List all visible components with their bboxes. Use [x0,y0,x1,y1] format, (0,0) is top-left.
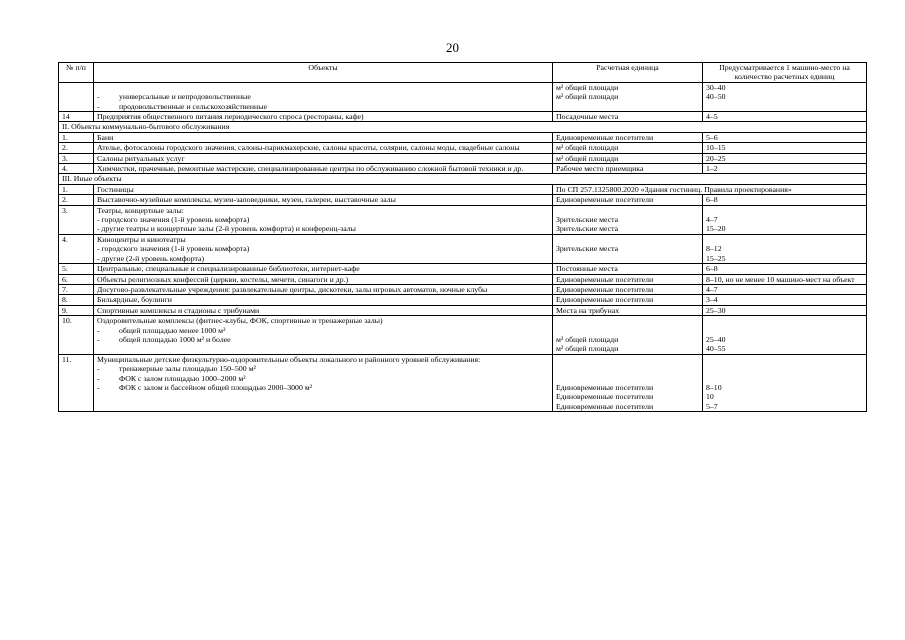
object-cell: Бани [94,132,553,142]
table-row [59,284,867,294]
row-number: 1. [59,132,94,142]
row-number: 3. [59,153,94,163]
subitem-label: общей площадью менее 1000 м² [119,325,226,335]
table-row [59,132,867,142]
unit-cell: Единовременные посетители [553,274,703,284]
table-row [59,143,867,153]
row-number: 1. [59,184,94,194]
value-cell: 40–50 [706,92,726,102]
unit-cell: Единовременные посетители [553,195,703,205]
object-cell: Гостиницы [94,184,553,194]
row-number: 2. [59,143,94,153]
value-cell: 10 [706,392,714,402]
unit-cell: Единовременные посетители [553,284,703,294]
table-row [59,153,867,163]
row-number: 10. [59,316,94,355]
value-cell: 15–25 [706,253,726,263]
value-cell: 20–25 [703,153,867,163]
row-number: 5. [59,264,94,274]
table-row [59,164,867,174]
unit-cell: Единовременные посетители [556,382,654,392]
table-header-row [59,63,867,83]
subitem-label: универсальные и непродовольственные [119,92,251,102]
value-cell: 8–12 [706,244,722,254]
unit-cell: м² общей площади [556,92,619,102]
row-number: 4. [59,164,94,174]
value-cell: 5–7 [706,401,718,411]
unit-cell: Зрительские места [556,215,619,225]
table-row [59,195,867,205]
unit-cell: м² общей площади [556,334,619,344]
object-cell: Киноцентры и кинотеатры [97,234,186,244]
value-cell: 8–10 [706,382,722,392]
value-cell: 4–5 [703,112,867,122]
value-cell: 5–6 [703,132,867,142]
object-cell: Спортивные комплексы и стадионы с трибунами [94,305,553,315]
subitem-label: общей площадью 1000 м² и более [119,334,231,344]
row-number: 7. [59,284,94,294]
table-row [59,205,867,234]
value-cell: 40–55 [706,344,726,354]
object-cell: Выставочно-музейные комплексы, музеи-заповедники, музеи, галереи, выставочные залы [94,195,553,205]
object-cell: Предприятия общественного питания периодического спроса (рестораны, кафе) [94,112,553,122]
row-number: 4. [59,234,94,263]
value-cell: 6–8 [703,195,867,205]
object-cell: Центральные, специальные и специализированные библиотеки, интернет-кафе [94,264,553,274]
table-row [59,264,867,274]
table-row [59,234,867,263]
subitem-label: - другие (2-й уровень комфорта) [97,253,205,263]
header-unit: Расчетная единица [553,63,703,83]
unit-cell: Единовременные посетители [556,401,654,411]
table-row [59,184,867,194]
table-row [59,305,867,315]
table-row: - универсальные и непродовольственные - продовольственные и сельскохозяйственные м² общей площади м² общей площади 30–40 40–50 [59,82,867,111]
table-row: 10. Оздоровительные комплексы (фитнес-клубы, ФОК, спортивные и тренажерные залы) - общей площадью менее 1000 м² - общей площадью 1000 м² и более м² общей площади м² общей площади 25–40 40–55 [59,316,867,355]
unit-cell: м² общей площади [553,143,703,153]
value-cell: 30–40 [706,82,726,92]
row-number: 9. [59,305,94,315]
table-row [59,112,867,122]
table-row: 11. Муниципальные детские физкультурно-оздоровительные объекты локального и районного уровней обслуживания: - тренажерные залы площадью 150–500 м² - ФОК с залом площадью 1000–2000 м² - ФОК с залом и бассейном общей площадью 2000–3000 м² Единовременные посетители Единовременные посетители Единовременные посетители 8–10 10 5–7 [59,354,867,411]
section-row [59,174,867,184]
value-cell: 8–10, но не менее 10 машино-мест на объект [703,274,867,284]
unit-cell: Посадочные места [553,112,703,122]
subitem-label: - городского значения (1-й уровень комфорта) [97,244,250,254]
table-row [59,295,867,305]
section-title: II. Объекты коммунально-бытового обслуживания [59,122,867,132]
value-cell: 6–8 [703,264,867,274]
row-number: 2. [59,195,94,205]
subitem-label: - другие театры и концертные залы (2-й уровень комфорта) и конференц-залы [97,224,356,234]
unit-cell: м² общей площади [553,153,703,163]
object-cell: Театры, концертные залы: [97,205,184,215]
unit-cell: м² общей площади [556,82,619,92]
unit-cell: Единовременные посетители [556,392,654,402]
unit-cell: Единовременные посетители [553,295,703,305]
unit-cell: Места на трибунах [553,305,703,315]
unit-cell: По СП 257.1325800.2020 «Здания гостиниц. Правила проектирования» [553,184,867,194]
unit-cell: Зрительские места [556,224,619,234]
value-cell: 15–20 [706,224,726,234]
row-number: 8. [59,295,94,305]
header-objects: Объекты [94,63,553,83]
subitem-label: - городского значения (1-й уровень комфорта) [97,215,250,225]
value-cell: 4–7 [706,215,718,225]
object-cell: Ателье, фотосалоны городского значения, салоны-парикмахерские, салоны красоты, солярии, салоны моды, свадебные салоны [94,143,553,153]
row-number: 11. [59,354,94,411]
row-number: 3. [59,205,94,234]
object-cell: Досугово-развлекательные учреждения: развлекательные центры, дискотеки, залы игровых автоматов, ночные клубы [94,284,553,294]
unit-cell: Рабочее место приемщика [553,164,703,174]
value-cell: 4–7 [703,284,867,294]
subitem-label: продовольственные и сельскохозяйственные [119,101,267,111]
unit-cell: Постоянные места [553,264,703,274]
object-cell: Бильярдные, боулинги [94,295,553,305]
object-cell: Объекты религиозных конфессий (церкви, костелы, мечети, синагоги и др.) [94,274,553,284]
value-cell: 10–15 [703,143,867,153]
object-cell: Химчистки, прачечные, ремонтные мастерские, специализированные центры по обслуживанию сложной бытовой техники и др. [94,164,553,174]
row-number: 14 [59,112,94,122]
object-cell: Салоны ритуальных услуг [94,153,553,163]
section-row [59,122,867,132]
subitem-label: ФОК с залом площадью 1000–2000 м² [119,373,246,383]
value-cell: 1–2 [703,164,867,174]
value-cell: 25–40 [706,334,726,344]
parking-norms-table [58,62,867,412]
unit-cell: м² общей площади [556,344,619,354]
subitem-label: ФОК с залом и бассейном общей площадью 2000–3000 м² [119,382,313,392]
value-cell: 3–4 [703,295,867,305]
value-cell: 25–30 [703,305,867,315]
object-cell: Муниципальные детские физкультурно-оздоровительные объекты локального и районного уровней обслуживания: [97,354,481,364]
object-cell: Оздоровительные комплексы (фитнес-клубы, ФОК, спортивные и тренажерные залы) [97,316,383,326]
section-title: III. Иные объекты [59,174,867,184]
header-number: № п/п [59,63,94,83]
page-number: 20 [446,40,459,55]
subitem-label: тренажерные залы площадью 150–500 м² [119,364,256,374]
unit-cell: Единовременные посетители [553,132,703,142]
table-row [59,274,867,284]
row-number: 6. [59,274,94,284]
unit-cell: Зрительские места [556,244,619,254]
header-parking: Предусматривается 1 машино-место на количество расчетных единиц [703,63,867,83]
